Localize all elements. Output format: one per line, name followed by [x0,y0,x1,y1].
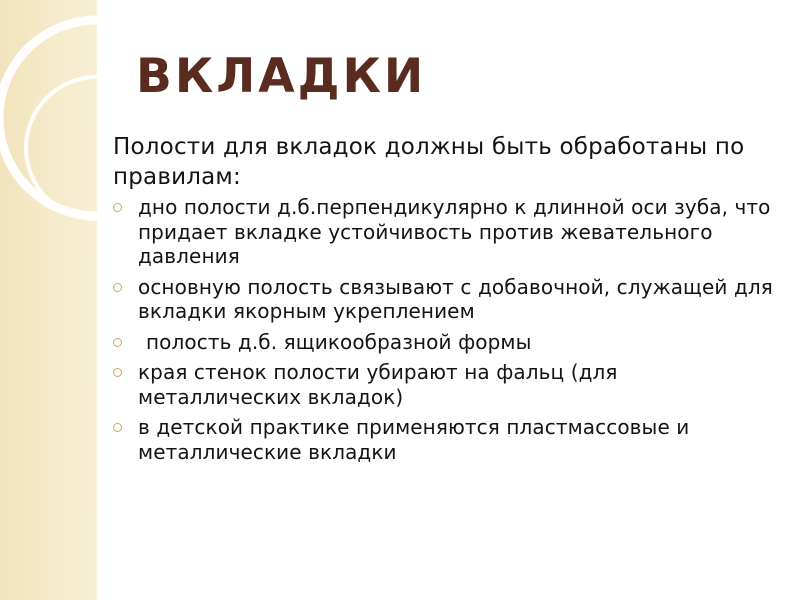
list-item [113,195,785,269]
list-item [113,330,785,355]
concentric-arcs-icon [0,0,97,600]
hollow-circle-icon [113,368,122,377]
slide-title: ВКЛАДКИ [136,49,427,104]
hollow-circle-icon [113,338,122,347]
bullet-text: в детской практике применяются пластмассовые и металлические вкладки [138,415,690,464]
intro-text: Полости для вкладок должны быть обработаны по правилам: [113,134,745,190]
side-band [0,0,97,600]
hollow-circle-icon [113,423,122,432]
bullet-text: дно полости д.б.перпендикулярно к длинной оси зуба, что придает вкладке устойчивость против жевательного давления [138,195,771,268]
list-item [113,275,785,324]
slide-content [113,132,785,470]
bullet-list [113,195,785,464]
bullet-text: основную полость связывают с добавочной, служащей для вкладки якорным укреплением [138,274,773,323]
list-item [113,360,785,409]
bullet-text: полость д.б. ящикообразной формы [146,329,532,354]
bullet-text: края стенок полости убирают на фальц (для металлических вкладок) [138,360,618,409]
hollow-circle-icon [113,283,122,292]
hollow-circle-icon [113,203,122,212]
list-item [113,415,785,464]
